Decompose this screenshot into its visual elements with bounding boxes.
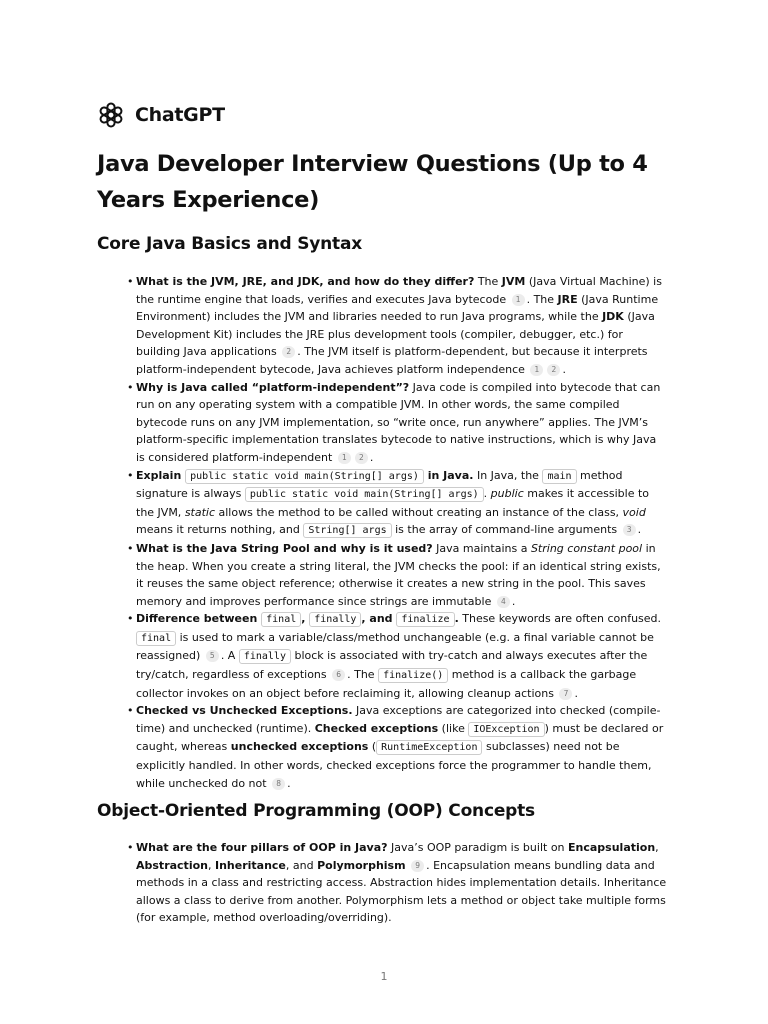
- bold-text: in Java.: [423, 468, 474, 482]
- body-text: ) must be declared or caught, whereas: [136, 721, 664, 754]
- bold-text: unchecked exceptions: [230, 740, 369, 754]
- citation-badge[interactable]: 2: [547, 364, 560, 376]
- body-text: (Java Runtime Environment) includes the JVM and libraries needed to run Java programs, while the: [136, 292, 659, 324]
- body-text: .: [562, 362, 566, 376]
- question-item: [136, 702, 668, 792]
- inline-code: final: [136, 631, 176, 646]
- body-text: . The JVM itself is platform-dependent, but because it interprets platform-independent bytecode, Java achieves platform independence: [136, 345, 648, 376]
- brand-header: [97, 100, 225, 130]
- body-text: ,: [207, 858, 215, 872]
- body-text: .: [483, 487, 491, 501]
- bold-text: , and: [361, 612, 397, 626]
- body-text: means it returns nothing, and: [136, 523, 304, 537]
- italic-text: void: [622, 505, 646, 519]
- inline-code: finally: [239, 649, 291, 664]
- question-item: [136, 540, 668, 610]
- bold-text: Why is Java called “platform-independent”?: [136, 380, 410, 394]
- inline-code: main: [542, 469, 576, 484]
- citation-badge[interactable]: 6: [332, 669, 345, 681]
- bold-text: What are the four pillars of OOP in Java?: [136, 841, 388, 854]
- citation-badge[interactable]: 1: [338, 452, 351, 464]
- body-text: is the array of command-line arguments: [391, 523, 621, 537]
- inline-code: String[] args: [303, 523, 391, 538]
- body-text: makes it accessible to the JVM,: [136, 487, 650, 519]
- italic-text: public: [490, 487, 524, 501]
- citation-badge[interactable]: 2: [282, 346, 295, 358]
- body-text: (Java Development Kit) includes the JRE plus development tools (compiler, debugger, etc.) for building Java applications: [136, 310, 655, 359]
- body-text: subclasses) need not be explicitly handled. In other words, checked exceptions force the programmer to handle them, while unchecked do not: [136, 740, 652, 790]
- body-text: .: [637, 523, 642, 537]
- body-text: [406, 859, 410, 872]
- body-text: The: [474, 275, 502, 288]
- body-text: Java’s OOP paradigm is built on: [387, 841, 569, 854]
- inline-code: public static void main(String[] args): [185, 469, 424, 484]
- citation-badge[interactable]: 1: [530, 364, 543, 376]
- body-text: .: [369, 450, 374, 464]
- body-text: (like: [438, 721, 469, 735]
- body-text: Java maintains a: [432, 541, 531, 555]
- bold-text: Difference between: [136, 612, 262, 626]
- bold-text: Checked exceptions: [314, 721, 439, 735]
- section-heading-core-java: Core Java Basics and Syntax: [97, 234, 362, 254]
- citation-badge[interactable]: 7: [559, 688, 572, 700]
- body-text: ,: [655, 841, 659, 854]
- question-item: [136, 839, 668, 927]
- body-text: Java code is compiled into bytecode that can run on any operating system with a compatible JVM. In other words, the same compiled bytecode runs on any JVM implementation, so “write once, run anywhere” applies. The JVM’s platform-specific implementation translates bytecode to native instructions, which is why Java is considered platform-independent: [136, 380, 661, 464]
- body-text: Java exceptions are categorized into checked (compile-time) and unchecked (runtime).: [136, 704, 661, 735]
- body-text: .: [287, 776, 291, 790]
- inline-code: finally: [309, 612, 361, 627]
- italic-text: static: [184, 505, 216, 519]
- bold-text: What is the Java String Pool and why is it used?: [136, 541, 433, 555]
- bold-text: .: [454, 612, 459, 626]
- bold-text: Inheritance: [214, 858, 286, 872]
- openai-logo-icon: [97, 101, 125, 129]
- body-text: In Java, the: [473, 468, 543, 482]
- question-list-core-java: [136, 273, 668, 792]
- body-text: (Java Virtual Machine) is the runtime engine that loads, verifies and executes Java bytecode: [136, 275, 662, 306]
- bold-text: Encapsulation: [568, 841, 656, 854]
- section-heading-oop: Object-Oriented Programming (OOP) Concepts: [97, 801, 535, 821]
- body-text: (: [368, 740, 377, 754]
- bold-text: ,: [301, 612, 310, 626]
- page-number: 1: [380, 970, 388, 983]
- citation-badge[interactable]: 8: [272, 778, 285, 790]
- inline-code: public static void main(String[] args): [245, 487, 484, 502]
- citation-badge[interactable]: 3: [623, 524, 636, 536]
- question-item: [136, 467, 668, 540]
- citation-badge[interactable]: 2: [355, 452, 368, 464]
- body-text: block is associated with try-catch and always executes after the try/catch, regardless of exceptions: [136, 649, 648, 682]
- body-text: . The: [526, 292, 558, 306]
- body-text: .: [511, 594, 516, 608]
- bold-text: JVM: [501, 275, 526, 288]
- citation-badge[interactable]: 5: [206, 650, 219, 662]
- bold-text: JRE: [557, 292, 578, 306]
- inline-code: IOException: [468, 722, 544, 737]
- citation-badge[interactable]: 1: [512, 294, 525, 306]
- question-item: [136, 273, 668, 379]
- question-item: [136, 379, 668, 467]
- body-text: method is a callback the garbage collector invokes on an object before reclaiming it, allowing cleanup actions: [136, 668, 637, 700]
- inline-code: finalize(): [378, 668, 448, 683]
- bold-text: Explain: [136, 468, 186, 482]
- inline-code: finalize: [396, 612, 454, 627]
- bold-text: What is the JVM, JRE, and JDK, and how do they differ?: [136, 275, 475, 288]
- body-text: . A: [220, 649, 239, 663]
- question-item: [136, 610, 668, 702]
- citation-badge[interactable]: 4: [497, 596, 510, 608]
- bold-text: JDK: [602, 310, 624, 324]
- inline-code: final: [261, 612, 301, 627]
- brand-name: ChatGPT: [135, 104, 225, 126]
- citation-badge[interactable]: 9: [411, 860, 424, 872]
- inline-code: RuntimeException: [376, 740, 482, 755]
- body-text: , and: [285, 858, 318, 872]
- page-title: Java Developer Interview Questions (Up to 4 Years Experience): [97, 151, 648, 213]
- italic-text: String constant pool: [530, 541, 643, 555]
- bold-text: Polymorphism: [317, 858, 406, 872]
- body-text: allows the method to be called without creating an instance of the class,: [215, 505, 623, 519]
- question-list-oop: [136, 839, 668, 927]
- body-text: in the heap. When you create a string literal, the JVM checks the pool: if an identical string exists, it reuses the same object reference; otherwise it creates a new string in the pool. This saves memory and improves performance since strings are immutable: [136, 541, 661, 608]
- body-text: method signature is always: [136, 468, 623, 501]
- body-text: . The: [347, 668, 379, 682]
- bold-text: Abstraction: [136, 858, 208, 872]
- body-text: is used to mark a variable/class/method unchangeable (e.g. a final variable cannot be reassigned): [136, 630, 654, 663]
- body-text: . Encapsulation means bundling data and methods in a class and restricting access. Abstraction hides implementation details. Inheritance allows a class to derive from another. Polymorphism lets a method or object take multiple forms (for example, method overloading/overriding).: [136, 858, 667, 925]
- bold-text: Checked vs Unchecked Exceptions.: [136, 704, 353, 718]
- body-text: .: [574, 686, 578, 700]
- body-text: These keywords are often confused.: [458, 612, 662, 626]
